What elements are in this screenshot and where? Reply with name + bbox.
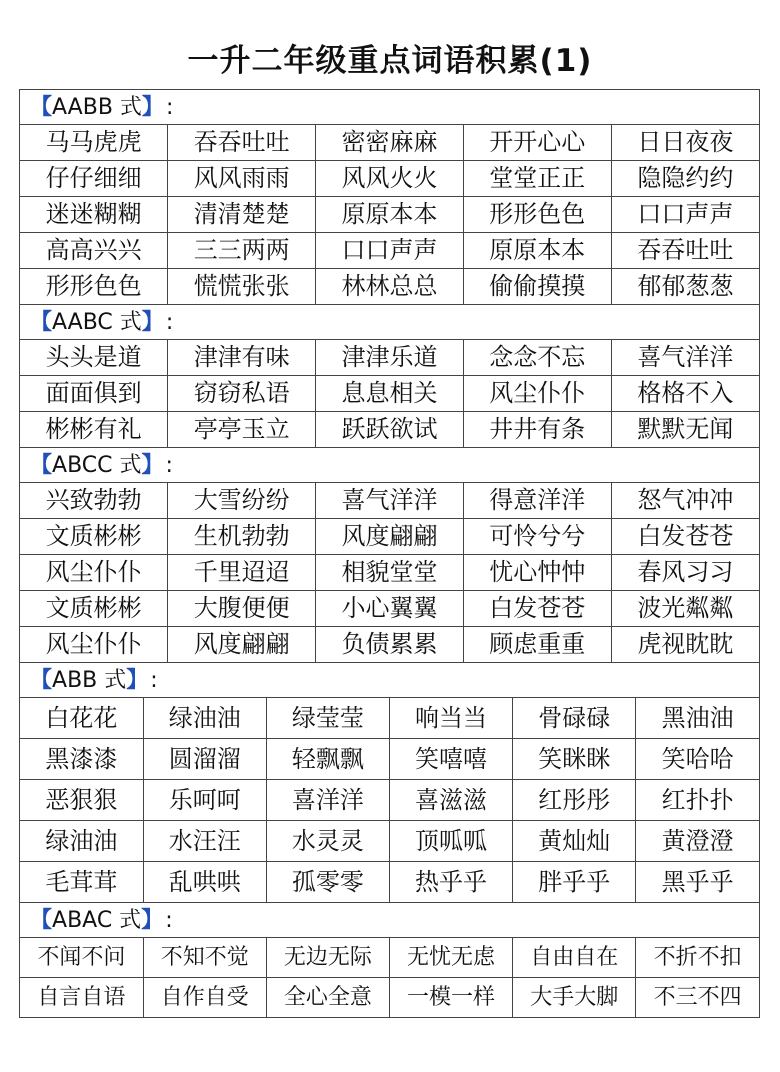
word-cell: 迷迷糊糊 xyxy=(20,197,168,233)
section-colon: : xyxy=(165,310,174,335)
table-row xyxy=(20,161,759,197)
table-row xyxy=(20,269,759,305)
word-cell: 堂堂正正 xyxy=(463,161,611,197)
word-cell: 乐呵呵 xyxy=(143,780,266,821)
table-row xyxy=(20,519,759,555)
section-colon: : xyxy=(150,668,158,693)
table-row xyxy=(20,125,759,161)
table-row xyxy=(20,780,759,821)
word-cell: 彬彬有礼 xyxy=(20,412,168,448)
word-cell: 津津乐道 xyxy=(316,340,464,376)
word-cell: 小心翼翼 xyxy=(316,591,464,627)
word-cell: 黑乎乎 xyxy=(636,862,759,903)
word-cell: 怒气冲冲 xyxy=(611,483,759,519)
word-cell: 清清楚楚 xyxy=(168,197,316,233)
word-cell: 水汪汪 xyxy=(143,821,266,862)
section-pattern: ABAC 式 xyxy=(52,908,142,933)
word-cell: 千里迢迢 xyxy=(168,555,316,591)
section-colon: : xyxy=(165,95,174,120)
word-cell: 春风习习 xyxy=(611,555,759,591)
open-bracket: 【 xyxy=(30,908,53,933)
word-cell: 息息相关 xyxy=(316,376,464,412)
section-pattern: AABC 式 xyxy=(52,310,142,335)
word-cell: 窃窃私语 xyxy=(168,376,316,412)
table-row xyxy=(20,739,759,780)
word-cell: 黄灿灿 xyxy=(513,821,636,862)
section-pattern: ABB 式 xyxy=(52,668,127,693)
word-cell: 津津有味 xyxy=(168,340,316,376)
word-cell: 念念不忘 xyxy=(463,340,611,376)
open-bracket: 【 xyxy=(30,95,53,120)
word-cell: 三三两两 xyxy=(168,233,316,269)
word-cell: 笑哈哈 xyxy=(636,739,759,780)
word-cell: 风风火火 xyxy=(316,161,464,197)
word-cell: 轻飘飘 xyxy=(266,739,389,780)
word-cell: 可怜兮兮 xyxy=(463,519,611,555)
word-cell: 红扑扑 xyxy=(636,780,759,821)
table-row xyxy=(20,978,759,1018)
table-row xyxy=(20,591,759,627)
section-pattern: ABCC 式 xyxy=(52,453,142,478)
word-cell: 不折不扣 xyxy=(636,938,759,978)
word-cell: 毛茸茸 xyxy=(20,862,143,903)
section-colon: : xyxy=(165,908,173,933)
word-cell: 形形色色 xyxy=(463,197,611,233)
word-cell: 白发苍苍 xyxy=(463,591,611,627)
word-cell: 白发苍苍 xyxy=(611,519,759,555)
open-bracket: 【 xyxy=(30,453,53,478)
word-cell: 不三不四 xyxy=(653,985,742,1010)
word-cell: 绿莹莹 xyxy=(266,698,389,739)
word-cell: 兴致勃勃 xyxy=(20,483,168,519)
table-row xyxy=(20,555,759,591)
word-cell: 大腹便便 xyxy=(168,591,316,627)
word-cell: 林林总总 xyxy=(316,269,464,305)
word-cell: 喜气洋洋 xyxy=(611,340,759,376)
word-cell: 骨碌碌 xyxy=(513,698,636,739)
word-cell: 风尘仆仆 xyxy=(20,555,168,591)
word-cell: 一模一样 xyxy=(389,978,512,1018)
word-cell: 口口声声 xyxy=(316,233,464,269)
word-cell: 郁郁葱葱 xyxy=(611,269,759,305)
table-row xyxy=(20,821,759,862)
word-cell: 白花花 xyxy=(20,698,143,739)
word-cell: 忧心忡忡 xyxy=(463,555,611,591)
word-cell: 慌慌张张 xyxy=(168,269,316,305)
word-cell: 得意洋洋 xyxy=(463,483,611,519)
table-row xyxy=(20,627,759,663)
word-cell: 热乎乎 xyxy=(389,862,512,903)
word-cell: 无忧无虑 xyxy=(389,938,512,978)
word-cell: 口口声声 xyxy=(611,197,759,233)
word-cell: 形形色色 xyxy=(20,269,168,305)
word-cell: 隐隐约约 xyxy=(611,161,759,197)
section-colon: : xyxy=(165,453,173,478)
word-cell: 文质彬彬 xyxy=(20,519,168,555)
word-cell: 圆溜溜 xyxy=(143,739,266,780)
word-cell: 头头是道 xyxy=(20,340,168,376)
word-cell: 原原本本 xyxy=(463,233,611,269)
word-cell: 自言自语 xyxy=(20,978,143,1018)
word-cell: 响当当 xyxy=(389,698,512,739)
word-cell: 黄澄澄 xyxy=(636,821,759,862)
word-cell: 仔仔细细 xyxy=(20,161,168,197)
word-table-abcc xyxy=(20,483,759,663)
word-cell: 相貌堂堂 xyxy=(316,555,464,591)
table-row xyxy=(20,376,759,412)
section-pattern: AABB 式 xyxy=(52,95,142,120)
section-header-aabb xyxy=(20,90,759,125)
word-cell: 默默无闻 xyxy=(611,412,759,448)
word-cell: 格格不入 xyxy=(611,376,759,412)
table-row xyxy=(20,483,759,519)
word-cell: 密密麻麻 xyxy=(316,125,464,161)
word-cell: 开开心心 xyxy=(463,125,611,161)
word-cell: 吞吞吐吐 xyxy=(611,233,759,269)
table-row xyxy=(20,412,759,448)
close-bracket: 】 xyxy=(126,668,149,693)
table-row xyxy=(20,197,759,233)
word-cell: 黑油油 xyxy=(636,698,759,739)
word-cell: 恶狠狠 xyxy=(20,780,143,821)
table-row xyxy=(20,233,759,269)
word-cell: 生机勃勃 xyxy=(168,519,316,555)
word-cell: 马马虎虎 xyxy=(20,125,168,161)
section-header-abb xyxy=(20,663,759,698)
word-cell: 黑漆漆 xyxy=(20,739,143,780)
close-bracket: 】 xyxy=(141,908,164,933)
word-cell: 高高兴兴 xyxy=(20,233,168,269)
open-bracket: 【 xyxy=(30,310,53,335)
word-cell: 自由自在 xyxy=(513,938,636,978)
word-cell: 绿油油 xyxy=(20,821,143,862)
word-cell: 风尘仆仆 xyxy=(20,627,168,663)
word-cell: 亭亭玉立 xyxy=(168,412,316,448)
open-bracket: 【 xyxy=(30,668,53,693)
word-cell: 水灵灵 xyxy=(266,821,389,862)
section-header-aabc xyxy=(20,305,759,340)
word-cell: 偷偷摸摸 xyxy=(463,269,611,305)
word-cell: 喜滋滋 xyxy=(389,780,512,821)
word-cell: 绿油油 xyxy=(143,698,266,739)
word-cell: 顾虑重重 xyxy=(463,627,611,663)
word-cell: 不知不觉 xyxy=(143,938,266,978)
close-bracket: 】 xyxy=(141,95,164,120)
word-cell: 风度翩翩 xyxy=(168,627,316,663)
word-cell: 面面俱到 xyxy=(20,376,168,412)
word-cell: 虎视眈眈 xyxy=(611,627,759,663)
close-bracket: 】 xyxy=(141,453,164,478)
word-cell: 笑眯眯 xyxy=(513,739,636,780)
table-row xyxy=(20,698,759,739)
word-cell: 孤零零 xyxy=(266,862,389,903)
section-header-abac xyxy=(20,903,759,938)
word-cell: 胖乎乎 xyxy=(513,862,636,903)
word-cell: 波光粼粼 xyxy=(611,591,759,627)
word-cell: 乱哄哄 xyxy=(143,862,266,903)
word-table-aabc xyxy=(20,340,759,448)
word-cell: 大手大脚 xyxy=(513,978,636,1018)
page-title: 一升二年级重点词语积累(1) xyxy=(187,43,593,79)
word-cell: 负债累累 xyxy=(316,627,464,663)
word-table-aabb xyxy=(20,125,759,305)
word-cell: 跃跃欲试 xyxy=(316,412,464,448)
word-cell: 原原本本 xyxy=(316,197,464,233)
close-bracket: 】 xyxy=(141,310,164,335)
word-cell: 顶呱呱 xyxy=(389,821,512,862)
word-sheet xyxy=(19,89,760,1018)
word-table-abb xyxy=(20,698,759,903)
word-cell: 风尘仆仆 xyxy=(463,376,611,412)
table-row xyxy=(20,938,759,978)
word-cell: 文质彬彬 xyxy=(20,591,168,627)
word-cell: 喜气洋洋 xyxy=(316,483,464,519)
word-cell: 喜洋洋 xyxy=(266,780,389,821)
table-row xyxy=(20,862,759,903)
word-cell: 大雪纷纷 xyxy=(168,483,316,519)
word-cell: 自作自受 xyxy=(143,978,266,1018)
section-header-abcc xyxy=(20,448,759,483)
table-row xyxy=(20,340,759,376)
word-cell: 红彤彤 xyxy=(513,780,636,821)
word-cell: 全心全意 xyxy=(266,978,389,1018)
word-cell: 风度翩翩 xyxy=(316,519,464,555)
word-cell: 日日夜夜 xyxy=(611,125,759,161)
word-cell: 不闻不问 xyxy=(20,938,143,978)
word-cell: 风风雨雨 xyxy=(168,161,316,197)
word-cell: 吞吞吐吐 xyxy=(168,125,316,161)
word-cell: 无边无际 xyxy=(266,938,389,978)
word-cell: 井井有条 xyxy=(463,412,611,448)
word-cell: 笑嘻嘻 xyxy=(389,739,512,780)
word-table-abac xyxy=(20,938,759,1017)
